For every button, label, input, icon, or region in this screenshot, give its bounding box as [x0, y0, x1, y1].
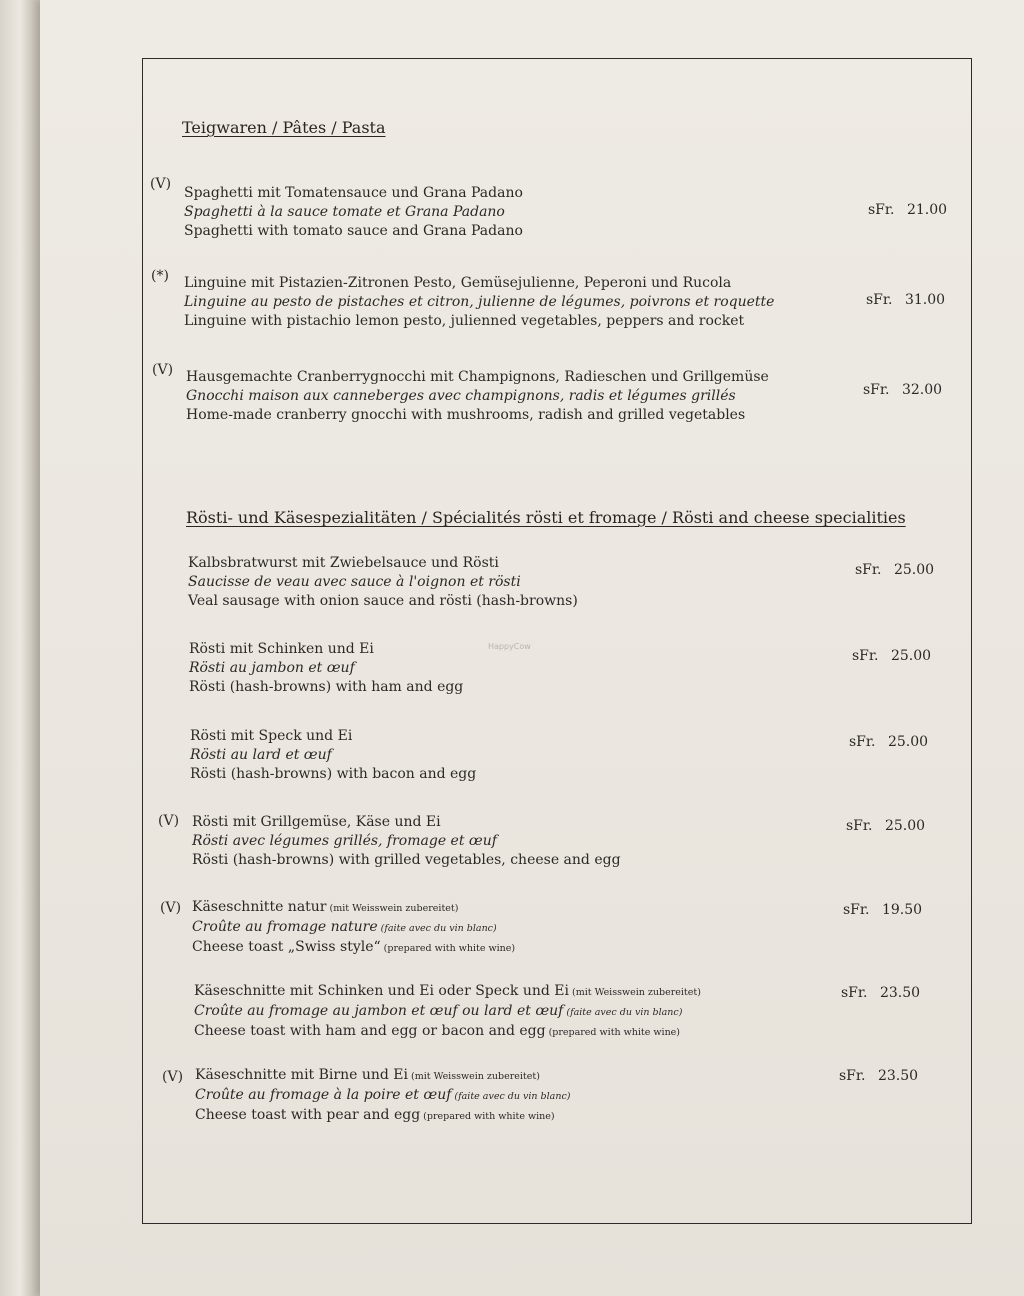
item-name-de: Rösti mit Speck und Ei — [190, 728, 353, 744]
item-price: sFr. 21.00 — [868, 202, 948, 218]
vegetarian-marker: (V) — [160, 900, 182, 916]
item-name-fr: Croûte au fromage nature (faite avec du vin blanc) — [192, 919, 497, 935]
menu-item-roesti-ham-egg — [189, 640, 463, 697]
vegetarian-marker: (V) — [162, 1069, 184, 1085]
item-note-de: (mit Weisswein zubereitet) — [571, 987, 701, 998]
item-name-de: Hausgemachte Cranberrygnocchi mit Champignons, Radieschen und Grillgemüse — [186, 369, 769, 385]
item-price: sFr. 25.00 — [855, 562, 935, 578]
item-price: sFr. 25.00 — [852, 648, 932, 664]
item-note-en: (prepared with white wine) — [383, 943, 516, 954]
item-name-de: Linguine mit Pistazien-Zitronen Pesto, Gemüsejulienne, Peperoni und Rucola — [184, 275, 732, 291]
item-note-fr: (faite avec du vin blanc) — [454, 1091, 571, 1102]
item-name-de: Rösti mit Grillgemüse, Käse und Ei — [192, 814, 441, 830]
item-name-de: Rösti mit Schinken und Ei — [189, 641, 374, 657]
menu-item-veal-sausage — [188, 554, 578, 611]
item-name-de: Käseschnitte mit Birne und Ei (mit Weisswein zubereitet) — [195, 1067, 540, 1083]
happycow-watermark: HappyCow — [488, 642, 531, 651]
vegetarian-marker: (V) — [152, 362, 174, 378]
item-price: sFr. 19.50 — [843, 902, 923, 918]
item-price: sFr. 25.00 — [849, 734, 929, 750]
item-note-fr: (faite avec du vin blanc) — [380, 923, 497, 934]
item-name-en: Veal sausage with onion sauce and rösti (hash-browns) — [188, 593, 578, 609]
menu-item-cheese-toast-pear — [195, 1066, 571, 1126]
special-marker: (*) — [151, 268, 169, 284]
item-name-de: Käseschnitte natur (mit Weisswein zubereitet) — [192, 899, 459, 915]
menu-item-spaghetti — [184, 184, 523, 241]
item-price: sFr. 32.00 — [863, 382, 943, 398]
vegetarian-marker: (V) — [150, 176, 172, 192]
item-name-de: Kalbsbratwurst mit Zwiebelsauce und Rösti — [188, 555, 499, 571]
item-name-fr: Croûte au fromage à la poire et œuf (faite avec du vin blanc) — [195, 1087, 571, 1103]
item-note-en: (prepared with white wine) — [548, 1027, 681, 1038]
item-name-fr: Gnocchi maison aux canneberges avec champignons, radis et légumes grillés — [186, 388, 736, 404]
item-name-en: Home-made cranberry gnocchi with mushrooms, radish and grilled vegetables — [186, 407, 746, 423]
item-note-en: (prepared with white wine) — [423, 1111, 555, 1122]
item-name-fr: Saucisse de veau avec sauce à l'oignon et rösti — [188, 574, 521, 590]
vegetarian-marker: (V) — [158, 813, 180, 829]
item-name-fr: Croûte au fromage au jambon et œuf ou lard et œuf (faite avec du vin blanc) — [194, 1003, 683, 1019]
menu-item-linguine — [184, 274, 774, 331]
item-price: sFr. 25.00 — [846, 818, 926, 834]
item-name-en: Rösti (hash-browns) with ham and egg — [189, 679, 464, 695]
section-title-pasta: Teigwaren / Pâtes / Pasta — [182, 118, 386, 137]
item-name-en: Rösti (hash-browns) with grilled vegetables, cheese and egg — [192, 852, 621, 868]
item-note-fr: (faite avec du vin blanc) — [566, 1007, 683, 1018]
item-note-de: (mit Weisswein zubereitet) — [329, 903, 459, 914]
item-name-fr: Linguine au pesto de pistaches et citron, julienne de légumes, poivrons et roquette — [184, 294, 775, 310]
item-name-de: Spaghetti mit Tomatensauce und Grana Padano — [184, 185, 523, 201]
item-name-de: Käseschnitte mit Schinken und Ei oder Speck und Ei (mit Weisswein zubereitet) — [194, 983, 701, 999]
item-name-fr: Rösti au lard et œuf — [190, 747, 332, 763]
item-price: sFr. 23.50 — [839, 1068, 919, 1084]
item-name-en: Cheese toast with ham and egg or bacon and egg (prepared with white wine) — [194, 1023, 681, 1039]
item-name-fr: Spaghetti à la sauce tomate et Grana Padano — [184, 204, 505, 220]
item-name-en: Cheese toast „Swiss style“ (prepared with white wine) — [192, 939, 516, 955]
item-name-en: Cheese toast with pear and egg (prepared with white wine) — [195, 1107, 555, 1123]
item-name-en: Spaghetti with tomato sauce and Grana Padano — [184, 223, 523, 239]
item-name-en: Rösti (hash-browns) with bacon and egg — [190, 766, 477, 782]
menu-item-cheese-toast-ham-bacon — [194, 982, 701, 1042]
item-price: sFr. 31.00 — [866, 292, 946, 308]
menu-item-gnocchi — [186, 368, 769, 425]
item-name-en: Linguine with pistachio lemon pesto, julienned vegetables, peppers and rocket — [184, 313, 745, 329]
menu-item-roesti-bacon-egg — [190, 727, 476, 784]
item-note-de: (mit Weisswein zubereitet) — [410, 1071, 540, 1082]
item-price: sFr. 23.50 — [841, 985, 921, 1001]
item-name-fr: Rösti avec légumes grillés, fromage et œuf — [192, 833, 497, 849]
menu-item-cheese-toast-natur — [192, 898, 515, 958]
item-name-fr: Rösti au jambon et œuf — [189, 660, 355, 676]
menu-item-roesti-grilled-veg — [192, 813, 621, 870]
section-title-roesti-cheese: Rösti- und Käsespezialitäten / Spécialités rösti et fromage / Rösti and cheese specialities — [186, 508, 906, 527]
